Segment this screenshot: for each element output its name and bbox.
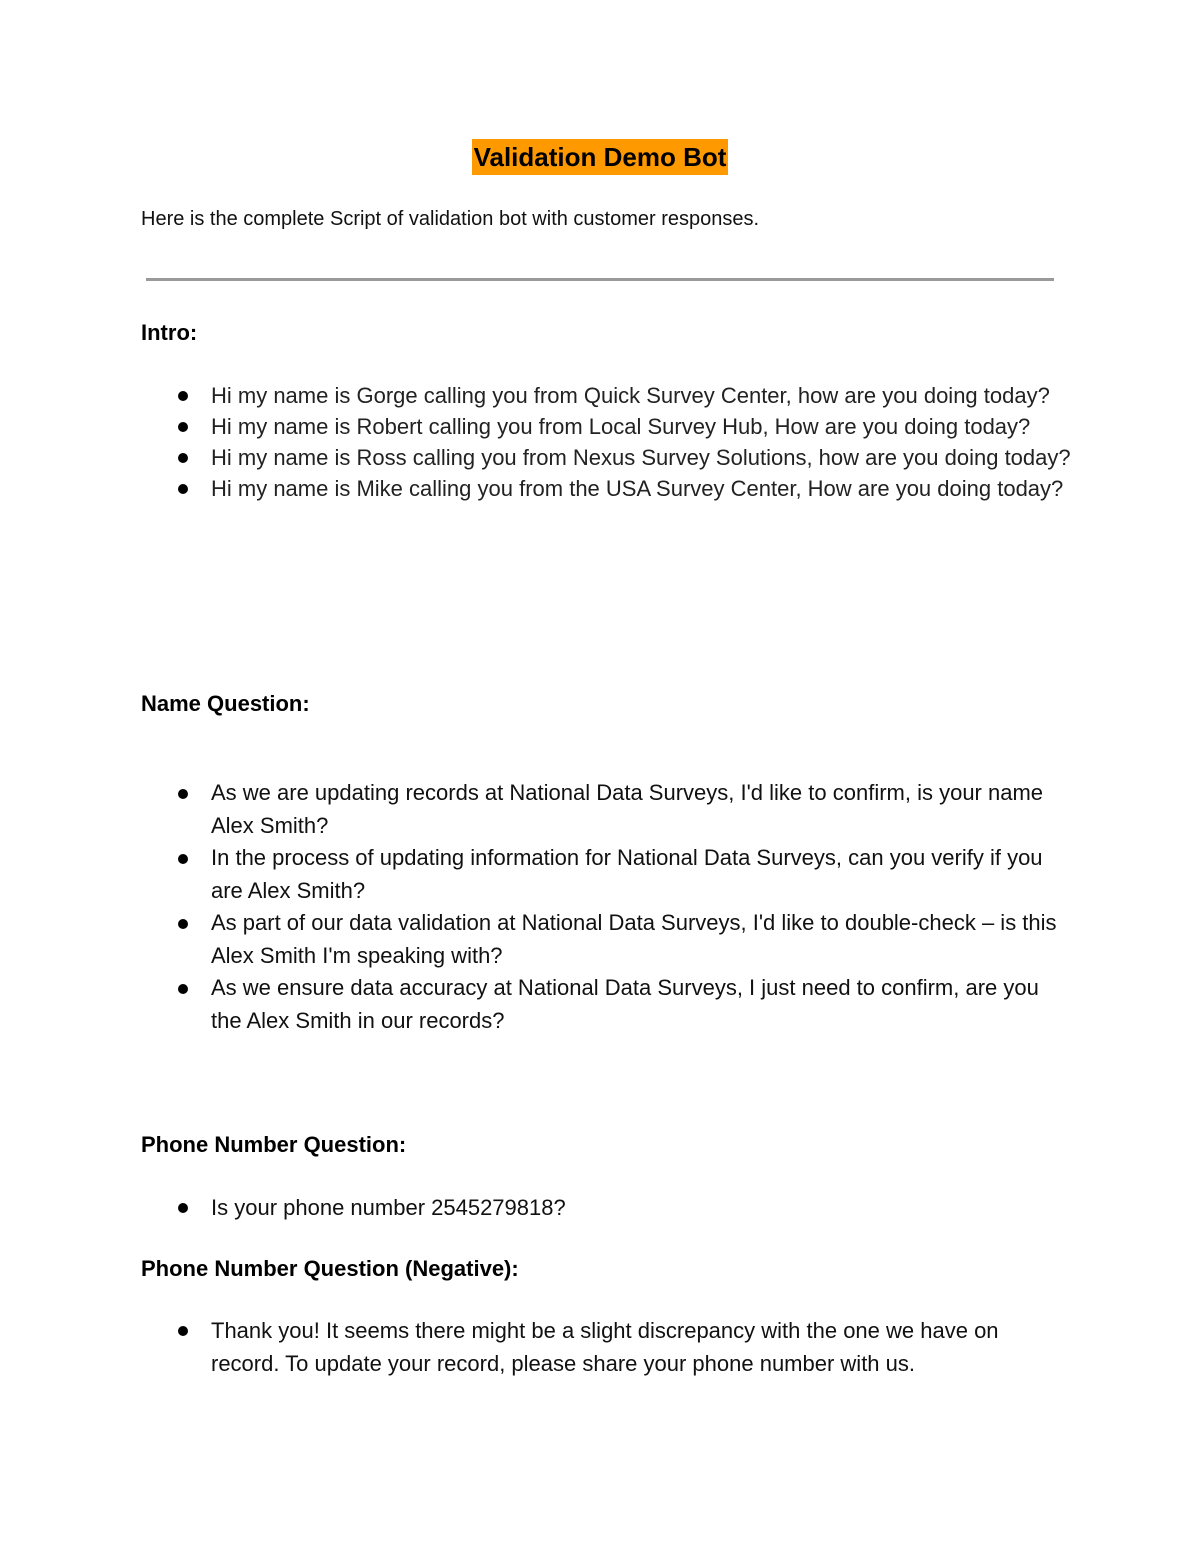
list-item-text: As we are updating records at National Data Surveys, I'd like to confirm, is your name Alex Smith?	[211, 780, 1044, 838]
bullet-icon	[178, 1203, 188, 1213]
list-item	[0, 907, 1061, 972]
list-item-text: Hi my name is Robert calling you from Local Survey Hub, How are you doing today?	[211, 414, 1031, 439]
list-item	[0, 972, 1061, 1037]
document-subtitle: Here is the complete Script of validation bot with customer responses.	[141, 208, 760, 230]
list-item	[0, 1314, 1071, 1380]
list-item-text: Hi my name is Mike calling you from the USA Survey Center, How are you doing today?	[211, 476, 1064, 501]
list-item-text: Hi my name is Ross calling you from Nexus Survey Solutions, how are you doing today?	[211, 445, 1071, 470]
phone-question-list	[0, 1191, 1200, 1224]
list-item-text: In the process of updating information for National Data Surveys, can you verify if you are Alex Smith?	[211, 845, 1043, 903]
list-item-text: As we ensure data accuracy at National Data Surveys, I just need to confirm, are you the Alex Smith in our records?	[211, 975, 1039, 1033]
bullet-icon	[178, 789, 188, 799]
document-title: Validation Demo Bot	[472, 139, 729, 175]
bullet-icon	[178, 854, 188, 864]
bullet-icon	[178, 422, 188, 432]
list-item	[0, 411, 1071, 442]
bullet-icon	[178, 1326, 188, 1336]
intro-list	[0, 380, 1200, 504]
list-item	[0, 777, 1061, 842]
list-item-text: Hi my name is Gorge calling you from Quick Survey Center, how are you doing today?	[211, 383, 1050, 408]
title-container	[0, 139, 1200, 175]
bullet-icon	[178, 484, 188, 494]
list-item	[0, 442, 1071, 473]
bullet-icon	[178, 919, 188, 929]
bullet-icon	[178, 984, 188, 994]
name-question-heading: Name Question:	[141, 691, 310, 716]
bullet-icon	[178, 391, 188, 401]
name-question-list	[0, 777, 1200, 1037]
phone-negative-heading: Phone Number Question (Negative):	[141, 1256, 519, 1281]
list-item-text: Is your phone number 2545279818?	[211, 1195, 566, 1220]
horizontal-rule	[146, 278, 1054, 281]
list-item	[0, 473, 1071, 504]
intro-heading: Intro:	[141, 320, 198, 345]
phone-question-heading: Phone Number Question:	[141, 1132, 407, 1157]
phone-negative-list	[0, 1314, 1200, 1380]
bullet-icon	[178, 453, 188, 463]
list-item	[0, 380, 1071, 411]
list-item	[0, 1191, 1071, 1224]
list-item-text: As part of our data validation at National Data Surveys, I'd like to double-check – is this Alex Smith I'm speaking with?	[211, 910, 1057, 968]
list-item-text: Thank you! It seems there might be a slight discrepancy with the one we have on record. To update your record, please share your phone number with us.	[211, 1318, 999, 1376]
list-item	[0, 842, 1061, 907]
